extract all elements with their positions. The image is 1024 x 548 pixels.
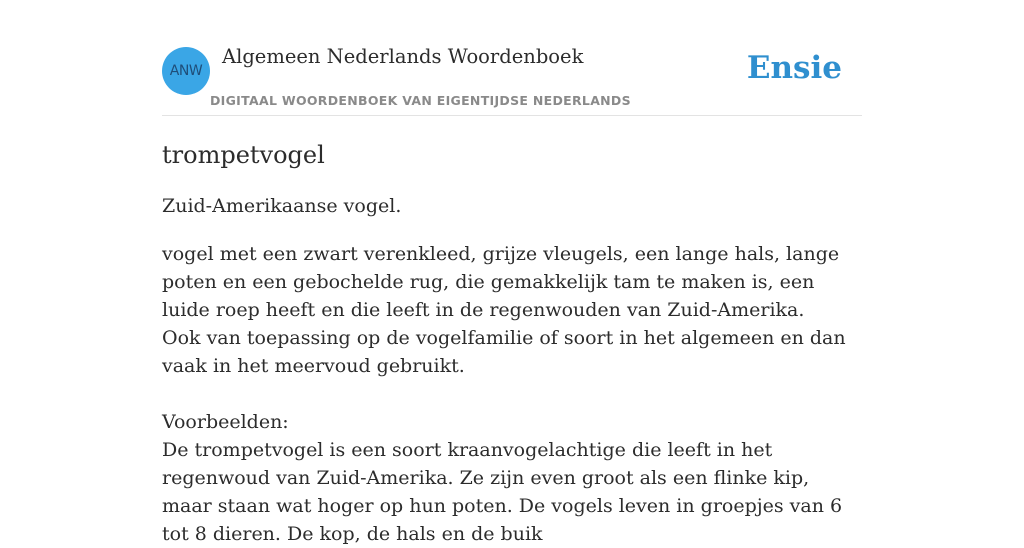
definition-text: vogel met een zwart verenkleed, grijze vleugels, een lange hals, lange poten en een gebochelde rug, die gemakkelijk tam te maken is, een luide roep heeft en die leeft in de regenwouden van Zuid-Amerika.: [162, 243, 840, 321]
example-text: De trompetvogel is een soort kraanvogelachtige die leeft in het regenwoud van Zuid-Amerika. Ze zijn even groot als een flinke kip, maar staan wat hoger op hun poten. De vogels leven in groepjes van 6 tot 8 dieren. De kop, de hals en de buik: [162, 439, 843, 545]
site-header: [162, 0, 862, 116]
ensie-brand-link[interactable]: Ensie: [746, 50, 842, 86]
entry-definition-block: [162, 240, 862, 548]
entry-headword: trompetvogel: [162, 141, 325, 169]
site-subtitle: DIGITAAL WOORDENBOEK VAN EIGENTIJDSE NEDERLANDS: [210, 93, 631, 108]
main-container: [162, 0, 862, 548]
entry-content: [162, 140, 862, 548]
entry-summary: Zuid-Amerikaanse vogel.: [162, 195, 402, 217]
usage-note: Ook van toepassing op de vogelfamilie of soort in het algemeen en dan vaak in het meervoud gebruikt.: [162, 327, 846, 377]
examples-label: Voorbeelden:: [162, 411, 289, 433]
anw-logo[interactable]: ANW: [162, 47, 210, 95]
site-title[interactable]: Algemeen Nederlands Woordenboek: [222, 45, 584, 68]
paragraph-gap: [162, 380, 862, 408]
